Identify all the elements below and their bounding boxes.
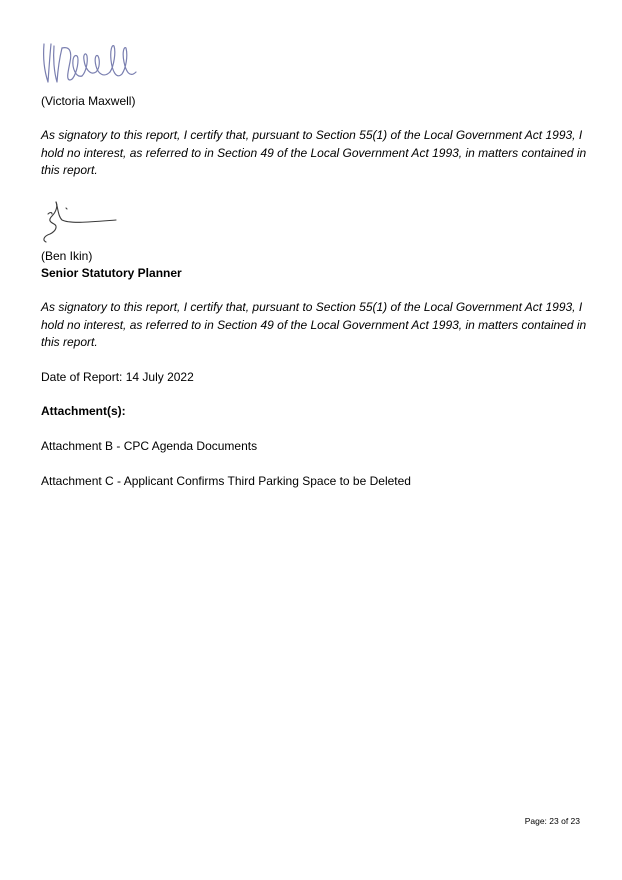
signatory-name: (Ben Ikin) xyxy=(41,249,93,263)
report-date: Date of Report: 14 July 2022 xyxy=(41,370,194,384)
certification-paragraph: As signatory to this report, I certify that, pursuant to Section 55(1) of the Local Government Act 1993, I hold no interest, as referred to in Section 49 of the Local Government Act 1993, in matters contained in this report. xyxy=(41,128,587,177)
certification-paragraph: As signatory to this report, I certify that, pursuant to Section 55(1) of the Local Government Act 1993, I hold no interest, as referred to in Section 49 of the Local Government Act 1993, in matters contained in this report. xyxy=(41,300,587,349)
attachment-item: Attachment B - CPC Agenda Documents xyxy=(41,439,258,453)
page-number: Page: 23 of 23 xyxy=(524,816,580,826)
signatory-name: (Victoria Maxwell) xyxy=(41,94,136,108)
signature-victoria-maxwell xyxy=(40,38,140,88)
signature-ben-ikin xyxy=(40,198,120,244)
attachments-heading: Attachment(s): xyxy=(41,404,126,418)
attachment-item: Attachment C - Applicant Confirms Third Parking Space to be Deleted xyxy=(41,474,411,488)
signatory-title: Senior Statutory Planner xyxy=(41,266,182,280)
